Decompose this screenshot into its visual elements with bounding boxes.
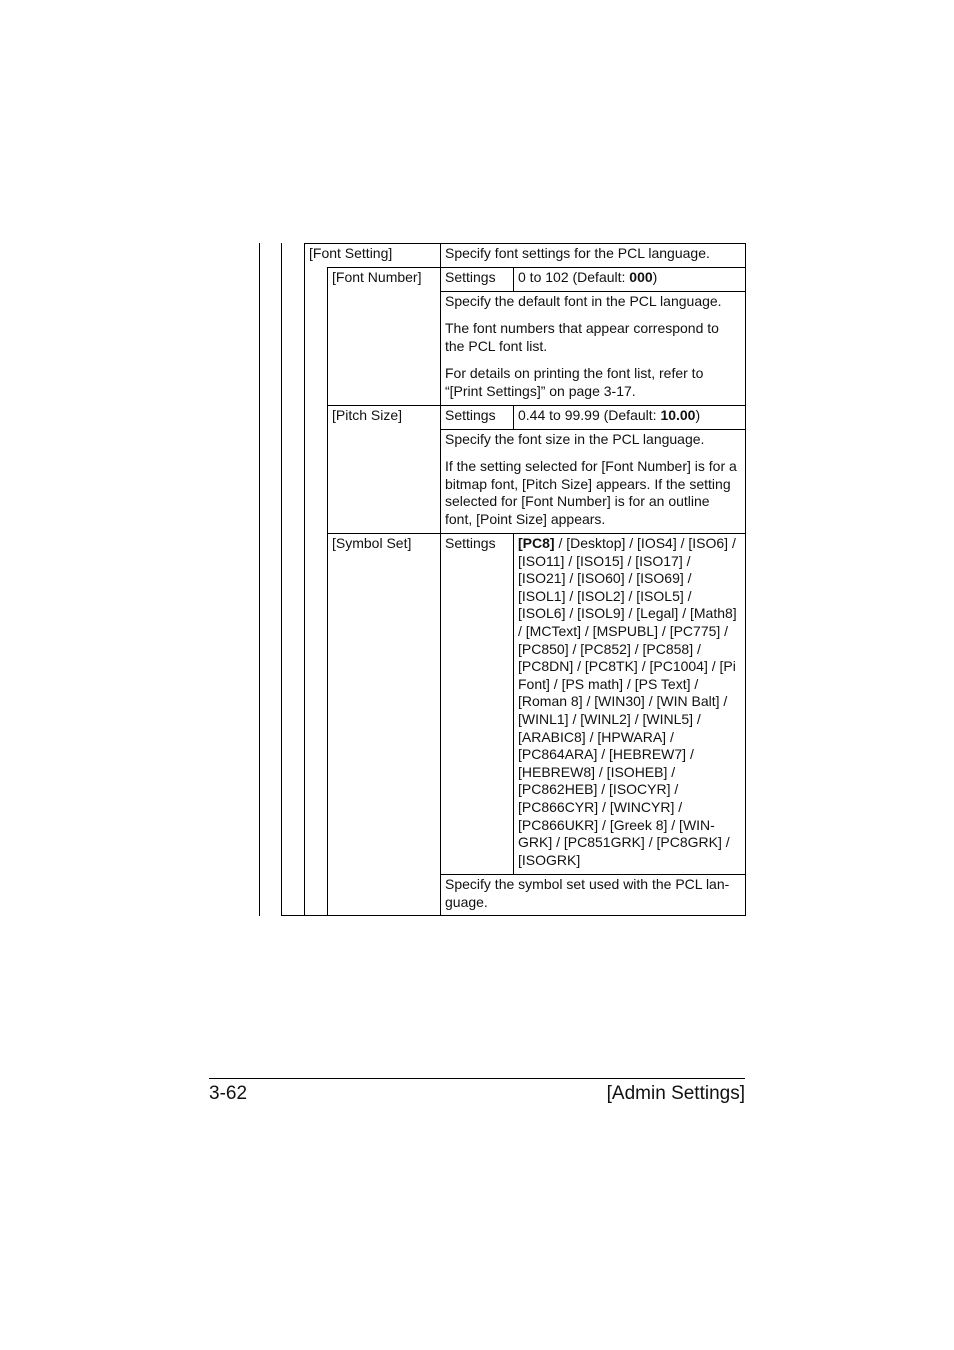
symbol-set-label: [Symbol Set]: [332, 535, 412, 551]
section-title: [Admin Settings]: [606, 1083, 745, 1104]
font-number-range: 0 to 102 (Default:: [518, 269, 630, 285]
font-number-label: [Font Number]: [332, 269, 422, 285]
symbol-set-option-line-19: [ISOGRK]: [518, 851, 581, 868]
row-line-font-number-desc: [440, 291, 745, 292]
font-number-desc-line-1: Specify the default font in the PCL language.: [445, 293, 722, 309]
pitch-size-desc-line-1: Specify the font size in the PCL language.: [445, 431, 705, 447]
row-line-pitch-size-desc: [440, 429, 745, 430]
font-number-desc-line-2: The font numbers that appear correspond to: [445, 320, 719, 336]
symbol-set-option-line-11: [WINL1] / [WINL2] / [WINL5] /: [518, 710, 701, 727]
font-number-desc-line-3: the PCL font list.: [445, 337, 548, 354]
row-line-top: [304, 243, 745, 244]
symbol-set-option-line-10: [Roman 8] / [WIN30] / [WIN Balt] /: [518, 693, 728, 710]
indent-line-3: [304, 243, 305, 916]
font-number-settings-value: [518, 269, 657, 287]
indent-line-4: [327, 267, 328, 916]
pitch-size-description: [445, 431, 704, 449]
symbol-set-option-line-1: [518, 535, 737, 553]
row-line-symbol-set: [327, 533, 745, 534]
symbol-set-option-line-6: / [MCText] / [MSPUBL] / [PC775] /: [518, 622, 729, 639]
symbol-set-description: [445, 876, 729, 911]
symbol-set-option-line-12: [ARABIC8] / [HPWARA] /: [518, 728, 674, 745]
symbol-set-option-line-5: [ISOL6] / [ISOL9] / [Legal] / [Math8]: [518, 605, 737, 622]
font-number-desc-line-5: “[Print Settings]” on page 3-17.: [445, 382, 636, 399]
col-line-description: [440, 243, 441, 916]
pitch-size-desc-line-5: font, [Point Size] appears.: [445, 510, 606, 527]
font-number-default: 000: [629, 269, 653, 285]
symbol-set-option-line-7: [PC850] / [PC852] / [PC858] /: [518, 640, 701, 657]
font-number-description: [445, 293, 722, 311]
symbol-set-option-line-13: [PC864ARA] / [HEBREW7] /: [518, 746, 694, 763]
pitch-size-default: 10.00: [660, 407, 696, 423]
symbol-set-option-line-18: GRK] / [PC851GRK] / [PC8GRK] /: [518, 834, 730, 851]
symbol-set-option-line-17: [PC866UKR] / [Greek 8] / [WIN-: [518, 816, 715, 833]
symbol-set-option-line-4: [ISOL1] / [ISOL2] / [ISOL5] /: [518, 587, 692, 604]
indent-line-2: [281, 243, 282, 916]
pitch-size-settings-label: Settings: [445, 407, 496, 423]
col-line-settings-value-1: [513, 267, 514, 292]
symbol-set-options: [518, 535, 737, 869]
row-line-font-number: [327, 267, 745, 268]
symbol-set-desc-line-1: Specify the symbol set used with the PCL lan-: [445, 876, 730, 892]
row-line-pitch-size: [327, 405, 745, 406]
symbol-set-first-line-rest: / [Desktop] / [IOS4] / [ISO6] /: [554, 535, 736, 551]
pitch-size-suffix: ): [695, 407, 701, 423]
pitch-size-description-2: [445, 458, 737, 528]
col-line-settings-value-3: [513, 533, 514, 874]
symbol-set-option-line-15: [PC862HEB] / [ISOCYR] /: [518, 781, 679, 798]
symbol-set-option-line-2: [ISO11] / [ISO15] / [ISO17] /: [518, 552, 691, 569]
pitch-size-desc-line-4: selected for [Font Number] is for an outline: [445, 493, 710, 510]
font-setting-description: Specify font settings for the PCL language.: [445, 245, 710, 261]
font-number-desc-line-4: For details on printing the font list, refer to: [445, 365, 704, 381]
row-line-symbol-set-desc: [440, 874, 745, 875]
pitch-size-desc-line-3: bitmap font, [Pitch Size] appears. If the setting: [445, 475, 731, 492]
col-line-right: [745, 243, 746, 916]
font-number-description-3: [445, 365, 703, 400]
row-line-bottom: [281, 915, 745, 916]
symbol-set-option-line-8: [PC8DN] / [PC8TK] / [PC1004] / [Pi: [518, 658, 736, 675]
col-line-settings-value-2: [513, 405, 514, 430]
pitch-size-range: 0.44 to 99.99 (Default:: [518, 407, 661, 423]
pitch-size-desc-line-2: If the setting selected for [Font Number] is for a: [445, 458, 737, 474]
pitch-size-settings-value: [518, 407, 700, 425]
page-number: 3-62: [209, 1083, 248, 1104]
symbol-set-option-line-16: [PC866CYR] / [WINCYR] /: [518, 798, 683, 815]
indent-line-1: [259, 243, 260, 916]
font-number-description-2: [445, 320, 719, 355]
symbol-set-desc-line-2: guage.: [445, 893, 488, 910]
font-setting-label: [Font Setting]: [309, 245, 393, 261]
font-number-suffix: ): [652, 269, 658, 285]
symbol-set-option-line-14: [HEBREW8] / [ISOHEB] /: [518, 763, 676, 780]
symbol-set-default: [PC8]: [518, 535, 555, 551]
footer-rule: [209, 1078, 745, 1079]
symbol-set-option-line-3: [ISO21] / [ISO60] / [ISO69] /: [518, 570, 692, 587]
symbol-set-settings-label: Settings: [445, 535, 496, 551]
font-number-settings-label: Settings: [445, 269, 496, 285]
symbol-set-option-line-9: Font] / [PS math] / [PS Text] /: [518, 675, 699, 692]
pitch-size-label: [Pitch Size]: [332, 407, 403, 423]
